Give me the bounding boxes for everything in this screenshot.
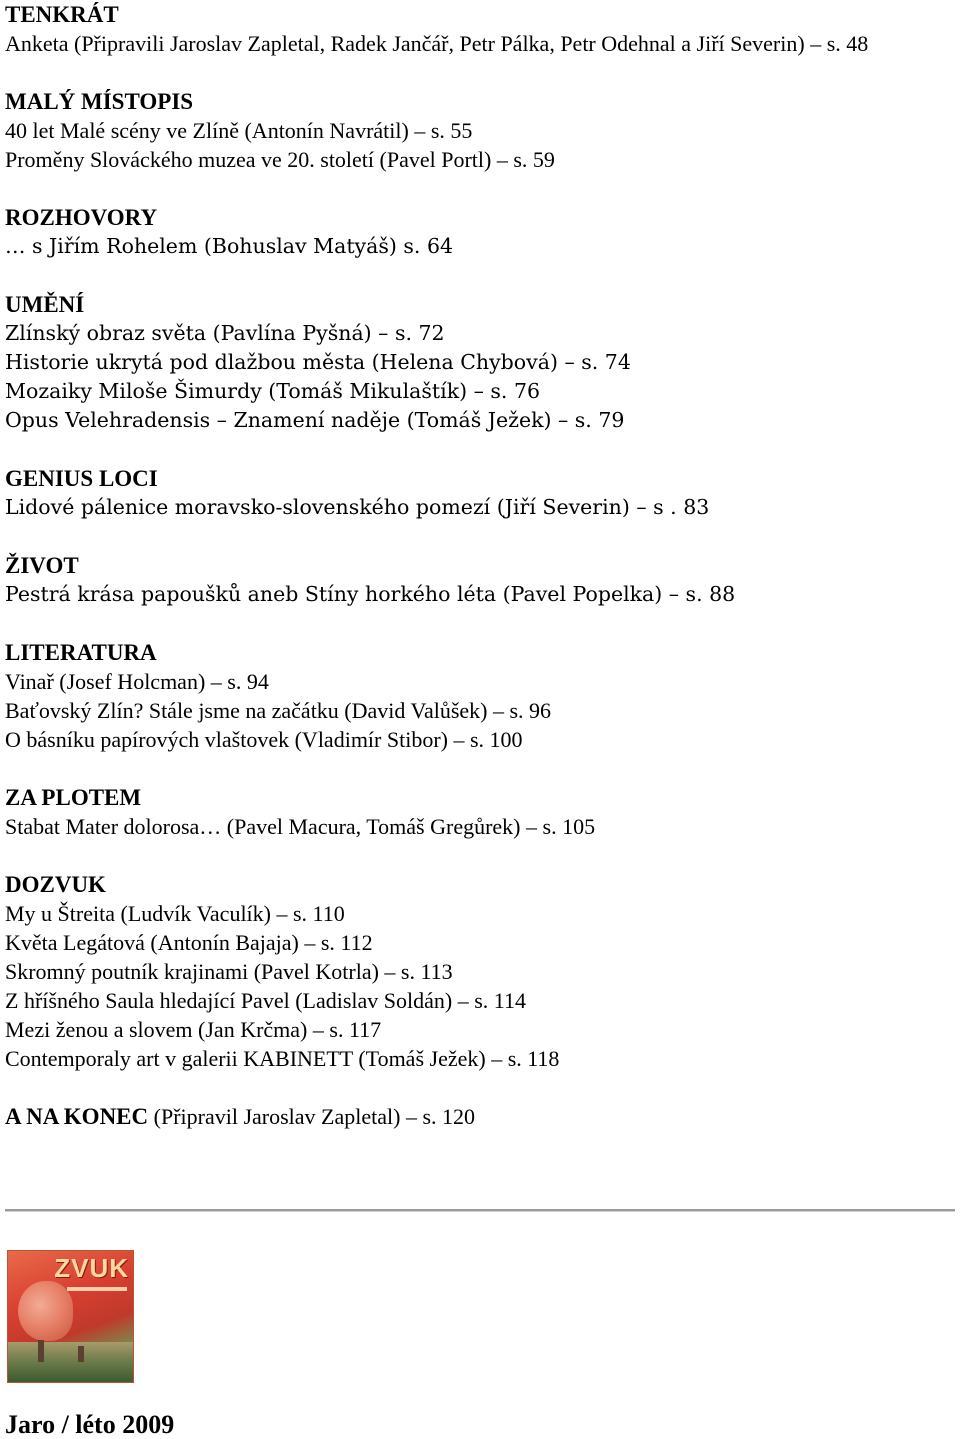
section-heading: ŽIVOT: [5, 553, 79, 578]
toc-section: [5, 0, 955, 58]
final-section-line: [5, 1102, 955, 1131]
toc-entry: Contemporaly art v galerii KABINETT (Tomáš Ježek) – s. 118: [5, 1046, 560, 1071]
magazine-cover-image: [7, 1250, 134, 1383]
toc-entry: Baťovský Zlín? Stále jsme na začátku (David Valůšek) – s. 96: [5, 698, 552, 723]
toc-section: [5, 551, 955, 609]
toc-section: [5, 203, 955, 261]
toc-entry: Mozaiky Miloše Šimurdy (Tomáš Mikulaštík) – s. 76: [5, 379, 541, 403]
section-heading: UMĚNÍ: [5, 292, 85, 317]
toc-entry: Historie ukrytá pod dlažbou města (Helena Chybová) – s. 74: [5, 350, 631, 374]
toc-entry: Z hříšného Saula hledající Pavel (Ladislav Soldán) – s. 114: [5, 988, 526, 1013]
cover-masthead: ZVUK: [54, 1253, 129, 1283]
issue-season: Jaro / léto 2009: [5, 1410, 175, 1439]
section-heading: ZA PLOTEM: [5, 785, 142, 810]
toc-entry: Mezi ženou a slovem (Jan Krčma) – s. 117: [5, 1017, 382, 1042]
toc-section: [5, 783, 955, 841]
table-of-contents: [5, 0, 955, 1131]
cover-subtitle-strip: [67, 1287, 127, 1291]
toc-entry: Opus Velehradensis – Znamení naděje (Tomáš Ježek) – s. 79: [5, 408, 625, 432]
horizontal-divider: [5, 1209, 955, 1212]
toc-entry: O básníku papírových vlaštovek (Vladimír Stibor) – s. 100: [5, 727, 523, 752]
toc-entry: Stabat Mater dolorosa… (Pavel Macura, Tomáš Gregůrek) – s. 105: [5, 814, 596, 839]
section-heading: GENIUS LOCI: [5, 466, 158, 491]
toc-entry: Skromný poutník krajinami (Pavel Kotrla) – s. 113: [5, 959, 453, 984]
toc-section: [5, 290, 955, 435]
section-heading: DOZVUK: [5, 872, 106, 897]
toc-entry: Proměny Slováckého muzea ve 20. století (Pavel Portl) – s. 59: [5, 147, 555, 172]
toc-entry: Pestrá krása papoušků aneb Stíny horkého léta (Pavel Popelka) – s. 88: [5, 582, 736, 606]
cover-tower: [78, 1346, 84, 1362]
toc-entry: My u Štreita (Ludvík Vaculík) – s. 110: [5, 901, 345, 926]
toc-entry: Anketa (Připravili Jaroslav Zapletal, Radek Jančář, Petr Pálka, Petr Odehnal a Jiří Severin) – s. 48: [5, 31, 869, 56]
toc-entry: 40 let Malé scény ve Zlíně (Antonín Navrátil) – s. 55: [5, 118, 473, 143]
toc-section: [5, 870, 955, 1073]
final-section-heading: A NA KONEC: [5, 1104, 149, 1129]
section-heading: LITERATURA: [5, 640, 157, 665]
toc-entry: Květa Legátová (Antonín Bajaja) – s. 112: [5, 930, 373, 955]
toc-entry: … s Jiřím Rohelem (Bohuslav Matyáš) s. 64: [5, 234, 454, 258]
toc-entry: Lidové pálenice moravsko-slovenského pomezí (Jiří Severin) – s . 83: [5, 495, 710, 519]
toc-entry: Vinař (Josef Holcman) – s. 94: [5, 669, 269, 694]
final-section-entry: (Připravil Jaroslav Zapletal) – s. 120: [148, 1104, 476, 1129]
section-heading: TENKRÁT: [5, 2, 119, 27]
cover-tower: [38, 1340, 44, 1362]
section-heading: ROZHOVORY: [5, 205, 158, 230]
toc-section: [5, 464, 955, 522]
toc-section: [5, 638, 955, 754]
toc-section: [5, 87, 955, 174]
cover-portrait: [18, 1281, 73, 1341]
section-heading: MALÝ MÍSTOPIS: [5, 89, 194, 114]
cover-cityscape: [8, 1342, 133, 1382]
toc-entry: Zlínský obraz světa (Pavlína Pyšná) – s. 72: [5, 321, 445, 345]
